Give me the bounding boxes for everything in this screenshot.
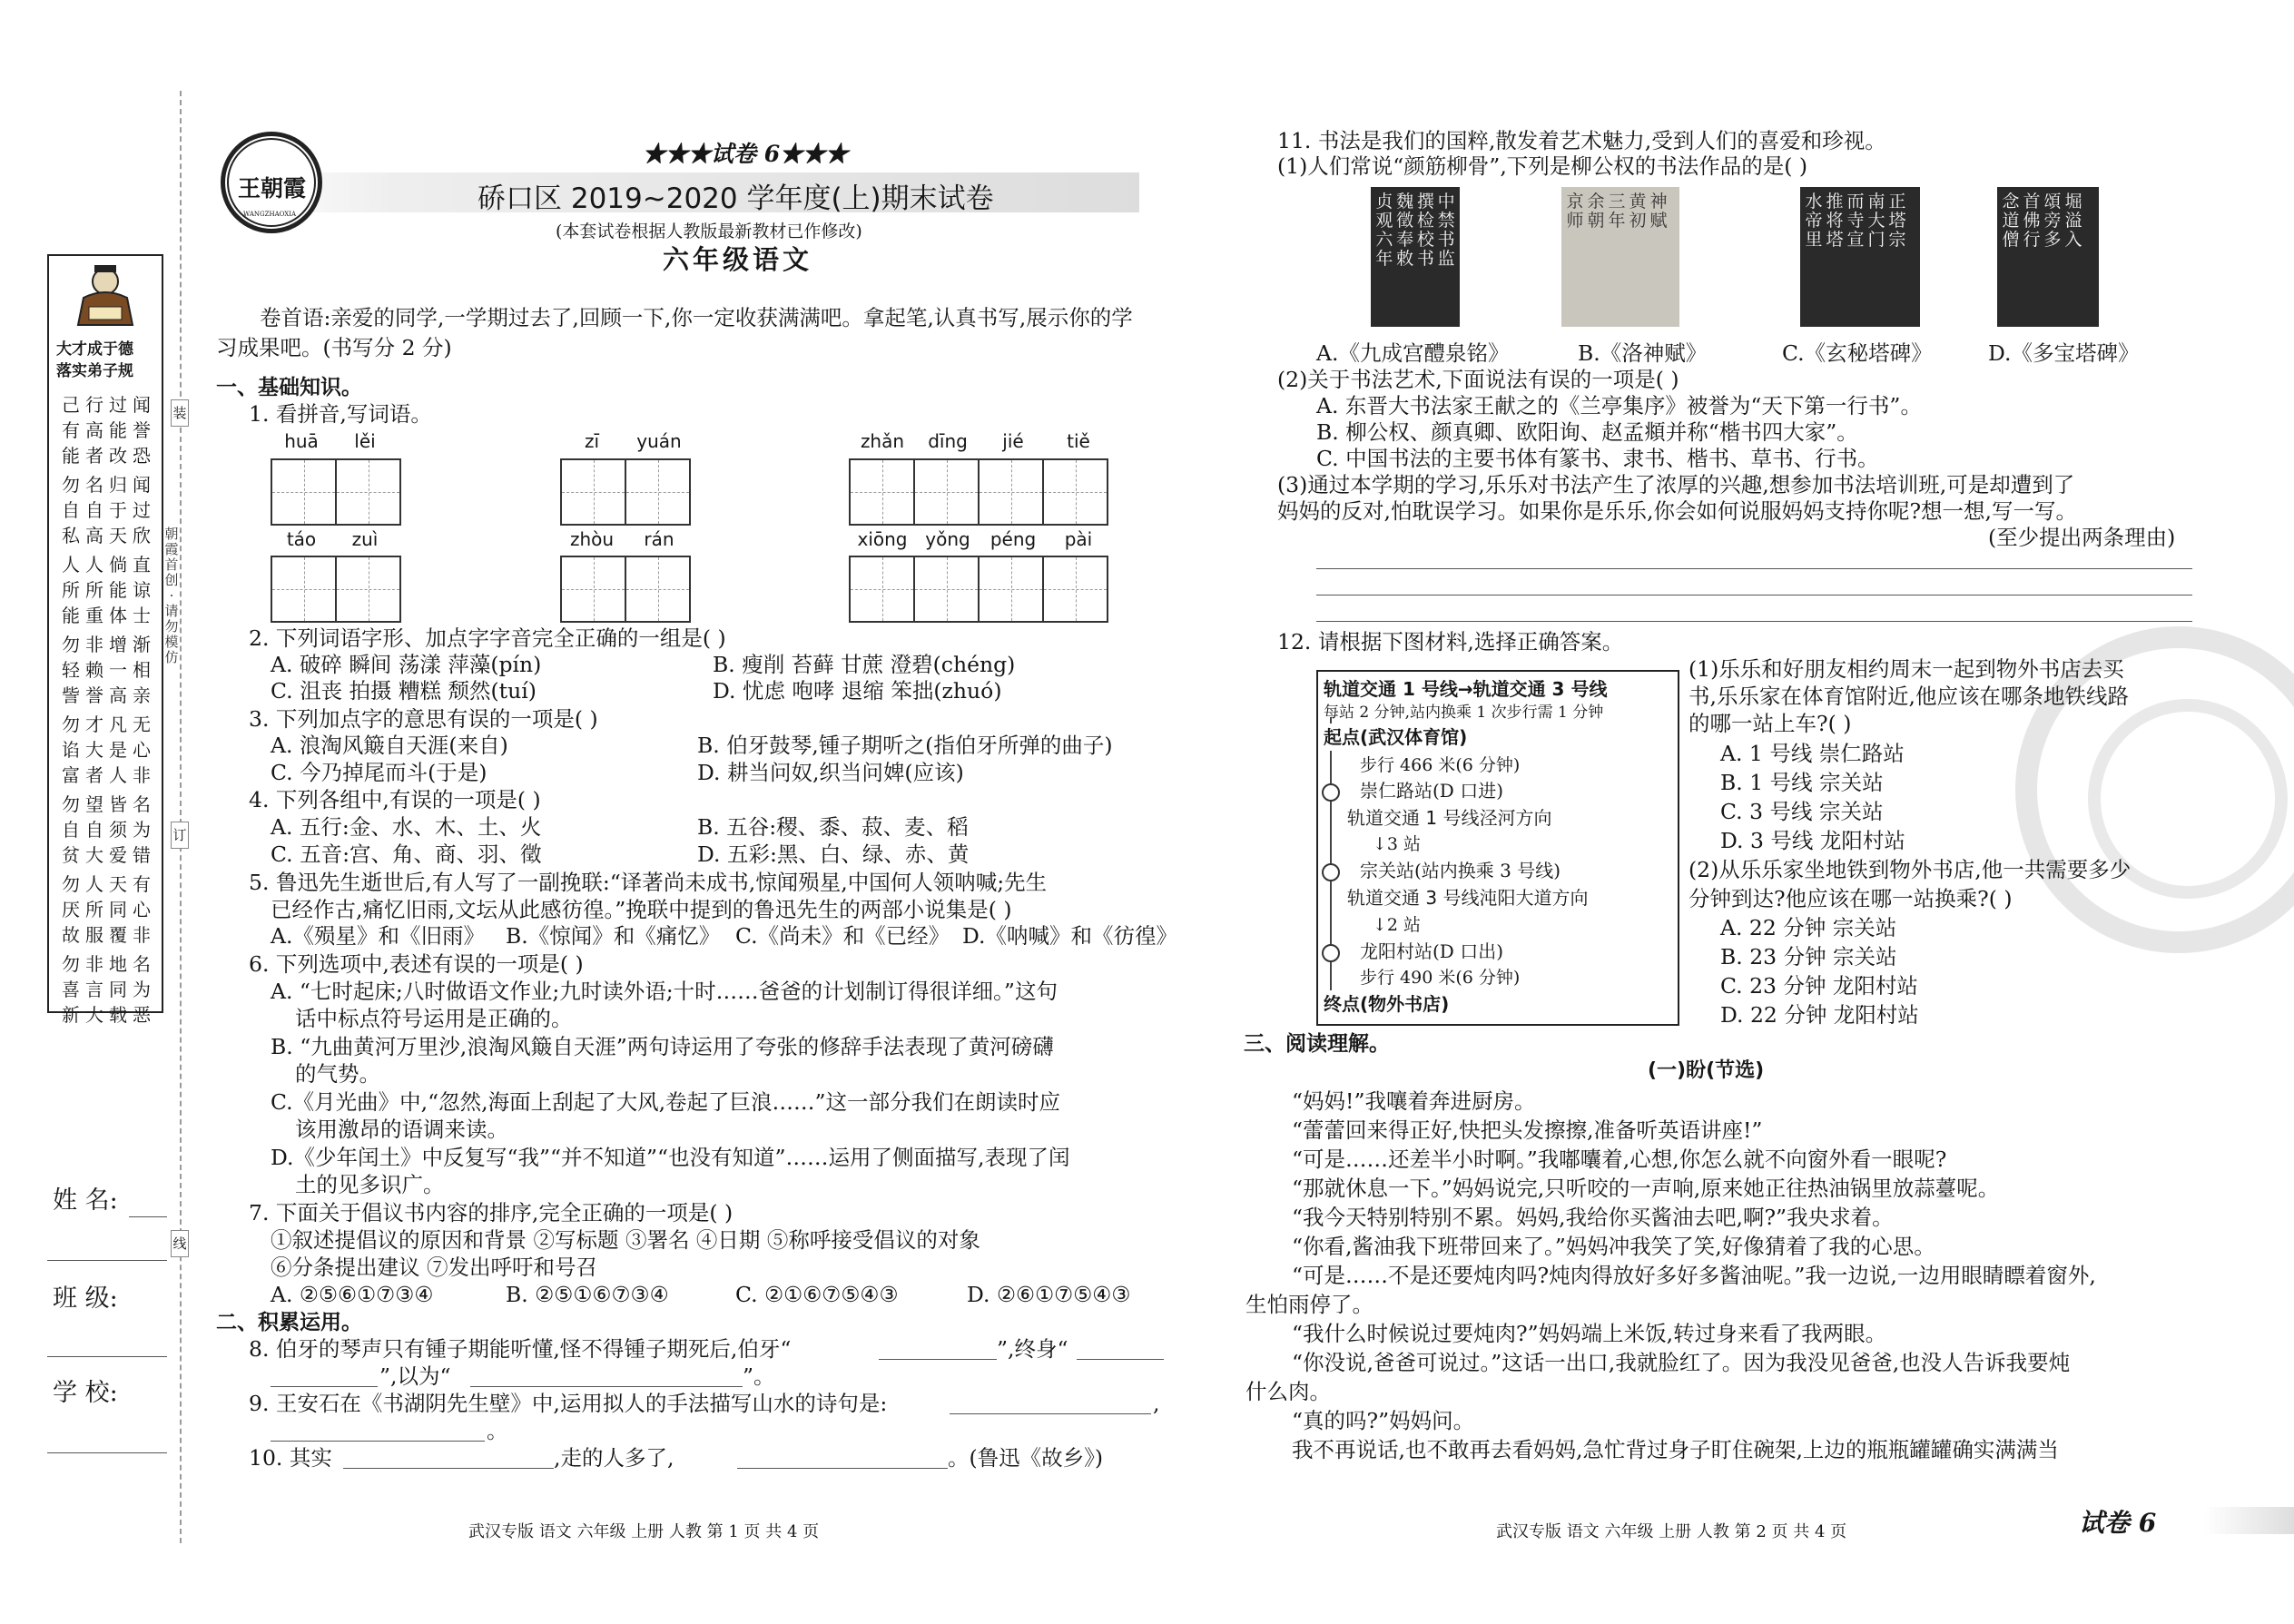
pinyin: tiě xyxy=(1067,430,1090,452)
calligraphy-col: 念道僧 xyxy=(2002,192,2020,250)
maxim-row: 勿望皆名 xyxy=(62,793,156,815)
calligraphy-col: 京师 xyxy=(1566,192,1584,231)
calligraphy-col: 南大门 xyxy=(1867,192,1885,250)
exam-title: 硚口区 2019~2020 学年度(上)期末试卷 xyxy=(478,182,994,215)
name-label: 姓 名: xyxy=(53,1186,118,1215)
calligraphy-sample-d xyxy=(1997,187,2099,327)
question-items: ⑥分条提出建议 ⑦发出呼吁和号召 xyxy=(271,1255,597,1280)
question-text: 6. 下列选项中,表述有误的一项是( ) xyxy=(249,951,584,977)
maxim-row: 訾誉高亲 xyxy=(62,684,156,706)
option-a[interactable]: A. 破碎 瞬间 荡漾 萍藻(pín) xyxy=(271,652,542,677)
option-c[interactable]: C.《玄秘塔碑》 xyxy=(1782,340,1933,366)
option-a[interactable]: A. 1 号线 崇仁路站 xyxy=(1720,741,1905,766)
metro-stops: ↓2 站 xyxy=(1373,915,1422,935)
calligraphy-sample-b xyxy=(1561,187,1679,327)
reading-paragraph: 什么肉。 xyxy=(1245,1379,1331,1404)
option-b[interactable]: B.《惊闻》和《痛忆》 xyxy=(506,923,721,949)
pinyin: pài xyxy=(1064,528,1093,550)
question-text: (1)人们常说“颜筋柳骨”,下列是柳公权的书法作品的是( ) xyxy=(1277,153,1808,179)
question-text: 。 xyxy=(487,1418,508,1443)
section-heading: 一、基础知识。 xyxy=(216,376,362,399)
writing-grid[interactable] xyxy=(849,458,1107,526)
calligraphy-col: 首佛行 xyxy=(2023,192,2041,250)
option-b[interactable]: B. 瘦削 苔藓 甘蔗 澄碧(chéng) xyxy=(713,652,1016,677)
section-heading: 三、阅读理解。 xyxy=(1244,1032,1390,1056)
metro-walk: 步行 466 米(6 分钟) xyxy=(1360,755,1521,775)
metro-route-map xyxy=(1316,670,1679,1026)
pinyin: xiōng xyxy=(857,528,908,550)
pinyin: rán xyxy=(644,528,674,550)
question-text: 12. 请根据下图材料,选择正确答案。 xyxy=(1277,629,1624,655)
name-field[interactable] xyxy=(129,1216,167,1217)
metro-note: 每站 2 分钟,站内换乘 1 次步行需 1 分钟 xyxy=(1324,704,1604,722)
maxim-row: 有高能誉 xyxy=(62,419,156,441)
pinyin: péng xyxy=(989,528,1037,550)
school-label: 学 校: xyxy=(53,1379,118,1407)
pinyin: zuì xyxy=(351,528,379,550)
maxim-row: 贫大爱错 xyxy=(62,844,156,866)
option-c[interactable]: C. ②①⑥⑦⑤④③ xyxy=(735,1282,899,1307)
question-text: (3)通过本学期的学习,乐乐对书法产生了浓厚的兴趣,想参加书法培训班,可是却遭到了 xyxy=(1277,472,2075,497)
writing-grid[interactable] xyxy=(560,556,689,623)
reading-paragraph: “可是……不是还要炖肉吗?炖肉得放好多好多酱油呢。”我一边说,一边用眼睛瞟着窗外, xyxy=(1292,1263,2096,1288)
option-b-cont: 的气势。 xyxy=(295,1061,380,1087)
option-b[interactable]: B. 五谷:稷、黍、菽、麦、稻 xyxy=(697,814,969,840)
maxim-columns xyxy=(49,390,162,1026)
option-b[interactable]: B. ②⑤①⑥⑦③④ xyxy=(506,1282,669,1307)
calligraphy-col: 中禁书监 xyxy=(1437,192,1455,269)
school-field[interactable] xyxy=(47,1452,167,1453)
calligraphy-col: 推将塔 xyxy=(1826,192,1844,250)
option-a[interactable]: A. 五行:金、水、木、土、火 xyxy=(271,814,542,840)
option-c[interactable]: C. 五音:宫、角、商、羽、徵 xyxy=(271,842,542,867)
calligraphy-col: 魏徵奉敕 xyxy=(1396,192,1414,269)
option-c[interactable]: C. 3 号线 宗关站 xyxy=(1720,799,1884,824)
logo-text: 王朝霞 xyxy=(238,175,307,202)
metro-end: 终点(物外书店) xyxy=(1324,990,1449,1018)
reading-paragraph: 我不再说话,也不敢再去看妈妈,急忙背过身子盯住碗架,上边的瓶瓶罐罐确实满满当 xyxy=(1292,1437,2059,1462)
metro-station: 崇仁路站(D 口进) xyxy=(1360,780,1503,802)
maxim-row: 所所能谅 xyxy=(62,579,156,601)
question-text: 2. 下列词语字形、加点字字音完全正确的一组是( ) xyxy=(249,625,726,651)
scholar-figure xyxy=(69,261,142,332)
option-b[interactable]: B. 1 号线 宗关站 xyxy=(1720,770,1884,795)
logo-subtext: WANGZHAOXIA xyxy=(243,211,297,218)
question-text: 10. 其实 xyxy=(249,1445,332,1471)
section-heading: 二、积累运用。 xyxy=(216,1311,362,1334)
writing-grid[interactable] xyxy=(271,458,399,526)
question-items: ①叙述提倡议的原因和背景 ②写标题 ③署名 ④日期 ⑤称呼接受倡议的对象 xyxy=(271,1227,980,1253)
reading-paragraph: “我今天特别特别不累。妈妈,我给你买酱油去吧,啊?”我央求着。 xyxy=(1292,1205,1894,1230)
option-b[interactable]: B. 柳公权、颜真卿、欧阳询、赵孟頫并称“楷书四大家”。 xyxy=(1316,419,1858,445)
maxim-row: 勿非地名 xyxy=(62,953,156,975)
reading-paragraph: “妈妈!”我嚷着奔进厨房。 xyxy=(1292,1088,1536,1114)
calligraphy-col: 堀溢入 xyxy=(2064,192,2082,250)
option-c[interactable]: C.《月光曲》中,“忽然,海面上刮起了大风,卷起了巨浪……”这一部分我们在朗读时应 xyxy=(271,1089,1061,1115)
question-text: 。(鲁迅《故乡》) xyxy=(948,1445,1104,1471)
maxim-row: 自自须为 xyxy=(62,819,156,841)
option-a[interactable]: A. ②⑤⑥①⑦③④ xyxy=(271,1282,434,1307)
edition-note: (本套试卷根据人教版最新教材已作修改) xyxy=(556,221,862,241)
question-text: 的哪一站上车?( ) xyxy=(1689,711,1852,736)
question-text: 1. 看拼音,写词语。 xyxy=(249,401,432,427)
question-text: 书,乐乐家在体育馆附近,他应该在哪条地铁线路 xyxy=(1689,684,2129,709)
option-d[interactable]: D. 耕当问奴,织当问婢(应该) xyxy=(697,760,964,785)
calligraphy-col: 贞观六年 xyxy=(1375,192,1393,269)
answer-blank[interactable] xyxy=(737,1468,948,1469)
bind-mark: 订 xyxy=(171,822,189,849)
answer-blank[interactable] xyxy=(271,1386,378,1387)
answer-blank[interactable] xyxy=(343,1468,554,1469)
option-b[interactable]: B. “九曲黄河万里沙,浪淘风簸自天涯”两句诗运用了夸张的修辞手法表现了黄河磅礴 xyxy=(271,1034,1054,1059)
subject-title: 六年级语文 xyxy=(663,244,813,275)
calligraphy-col: 正塔宗 xyxy=(1888,192,1906,250)
calligraphy-col: 三年 xyxy=(1608,192,1626,231)
metro-station: 龙阳村站(D 口出) xyxy=(1360,940,1503,962)
question-text: 已经作古,痛忆旧雨,文坛从此感彷徨。”挽联中提到的鲁迅先生的两部小说集是( ) xyxy=(271,897,1012,922)
metro-stops: ↓3 站 xyxy=(1373,834,1422,854)
answer-blank[interactable] xyxy=(271,1441,485,1442)
question-text: 7. 下面关于倡议书内容的排序,完全正确的一项是( ) xyxy=(249,1200,733,1225)
calligraphy-col: 余朝 xyxy=(1587,192,1605,231)
name-field[interactable] xyxy=(47,1260,167,1261)
motto-line: 落实弟子规 xyxy=(56,362,133,380)
question-text: 4. 下列各组中,有误的一项是( ) xyxy=(249,787,541,812)
maxims-box xyxy=(47,254,163,1026)
pinyin: yǒng xyxy=(925,528,970,550)
station-dot xyxy=(1322,944,1340,962)
option-c[interactable]: C. 沮丧 拍摄 糟糕 颓然(tuí) xyxy=(271,678,537,704)
option-d[interactable]: D. 忧虑 咆哮 退缩 笨拙(zhuó) xyxy=(713,678,1002,704)
reading-paragraph: “蕾蕾回来得正好,快把头发擦擦,准备听英语讲座!” xyxy=(1292,1117,1763,1143)
question-text: (2)关于书法艺术,下面说法有误的一项是( ) xyxy=(1277,367,1679,392)
pinyin: lěi xyxy=(354,430,376,452)
maxim-row: 轻赖一相 xyxy=(62,659,156,681)
writing-grid[interactable] xyxy=(849,556,1107,623)
option-b[interactable]: B. 伯牙鼓琴,锺子期听之(指伯牙所弹的曲子) xyxy=(697,733,1113,758)
metro-line: 轨道交通 3 号线沌阳大道方向 xyxy=(1347,887,1589,909)
option-a[interactable]: A.《殒星》和《旧雨》 xyxy=(271,923,485,949)
maxim-row: 人人倘直 xyxy=(62,554,156,576)
question-text: 3. 下列加点字的意思有误的一项是( ) xyxy=(249,706,598,732)
calligraphy-col: 頌旁多 xyxy=(2043,192,2062,250)
option-d[interactable]: D.《少年闰土》中反复写“我”“并不知道”“也没有知道”……运用了侧面描写,表现了闰 xyxy=(271,1145,1070,1170)
pinyin: táo xyxy=(286,528,317,550)
question-text: 5. 鲁迅先生逝世后,有人写了一副挽联:“译著尚未成书,惊闻殒星,中国何人领呐喊;先生 xyxy=(249,870,1048,895)
question-text: 8. 伯牙的琴声只有锺子期能听懂,怪不得锺子期死后,伯牙“ xyxy=(249,1336,792,1362)
bind-mark: 装 xyxy=(171,399,189,427)
pinyin: dīng xyxy=(928,430,968,452)
reading-paragraph: “你看,酱油我下班带回来了。”妈妈冲我笑了笑,好像猜着了我的心思。 xyxy=(1292,1234,1935,1259)
maxim-row: 勿名归闻 xyxy=(62,474,156,496)
question-text: 妈妈的反对,怕耽误学习。如果你是乐乐,你会如何说服妈妈支持你呢?想一想,写一写。 xyxy=(1277,498,2078,524)
station-dot xyxy=(1322,863,1340,881)
question-text: (1)乐乐和好朋友相约周末一起到物外书店去买 xyxy=(1689,656,2124,682)
reading-paragraph: “你没说,爸爸可说过。”这话一出口,我就脸红了。因为我没见爸爸,也没人告诉我要炖 xyxy=(1292,1350,2071,1375)
option-c[interactable]: C. 今乃掉尾而斗(于是) xyxy=(271,760,487,785)
reading-paragraph: “那就休息一下。”妈妈说完,只听咬的一声响,原来她正往热油锅里放蒜薹呢。 xyxy=(1292,1176,2000,1201)
reading-paragraph: 生怕雨停了。 xyxy=(1245,1292,1373,1317)
question-text: 分钟到达?他应该在哪一站换乘?( ) xyxy=(1689,886,2013,911)
reading-paragraph: “可是……还差半小时啊。”我嘟囔着,心想,你怎么就不向窗外看一眼呢? xyxy=(1292,1147,1947,1172)
answer-blank[interactable] xyxy=(879,1359,997,1360)
maxim-row: 能重体士 xyxy=(62,605,156,626)
maxim-row: 私高天欣 xyxy=(62,525,156,546)
pinyin: yuán xyxy=(636,430,682,452)
maxim-row: 己行过闻 xyxy=(62,394,156,416)
option-a[interactable]: A. 浪淘风簸自天涯(来自) xyxy=(271,733,508,758)
option-c[interactable]: C. 中国书法的主要书体有篆书、隶书、楷书、草书、行书。 xyxy=(1316,446,1879,471)
answer-blank[interactable] xyxy=(950,1413,1151,1414)
class-field[interactable] xyxy=(47,1356,167,1357)
maxim-row: 勿非增渐 xyxy=(62,634,156,655)
writing-grid[interactable] xyxy=(271,556,399,623)
question-text: ”,终身“ xyxy=(997,1336,1068,1362)
option-c[interactable]: C. 23 分钟 龙阳村站 xyxy=(1720,973,1918,999)
question-text: , xyxy=(1153,1391,1160,1416)
option-d[interactable]: D. 3 号线 龙阳村站 xyxy=(1720,828,1905,853)
metro-station: 宗关站(站内换乘 3 号线) xyxy=(1360,860,1561,881)
pinyin: zī xyxy=(584,430,600,452)
answer-blank[interactable] xyxy=(470,1386,743,1387)
maxim-row: 能者改恐 xyxy=(62,445,156,467)
answer-blank[interactable] xyxy=(1077,1359,1164,1360)
metro-start: 起点(武汉体育馆) xyxy=(1324,723,1467,751)
station-dot xyxy=(1322,783,1340,802)
calligraphy-sample-a xyxy=(1371,187,1460,327)
maxim-row: 喜言同为 xyxy=(62,979,156,1000)
option-c[interactable]: C.《尚未》和《已经》 xyxy=(735,923,950,949)
reading-paragraph: “真的吗?”妈妈问。 xyxy=(1292,1408,1475,1433)
option-c-cont: 该用激昂的语调来读。 xyxy=(295,1117,508,1142)
maxim-row: 勿才凡无 xyxy=(62,714,156,735)
pinyin: zhǎn xyxy=(860,430,905,452)
paper-badge: 试卷 6 xyxy=(2079,1508,2157,1538)
pinyin: zhòu xyxy=(569,528,615,550)
answer-line[interactable] xyxy=(1316,621,2192,622)
option-a[interactable]: A.《九成宫醴泉铭》 xyxy=(1316,340,1510,366)
option-b[interactable]: B. 23 分钟 宗关站 xyxy=(1720,944,1897,969)
paper-number: ★★★试卷 6★★★ xyxy=(643,141,849,167)
option-b[interactable]: B.《洛神赋》 xyxy=(1578,340,1708,366)
option-d[interactable]: D. ②⑥①⑦⑤④③ xyxy=(967,1282,1131,1307)
question-text: (至少提出两条理由) xyxy=(1988,525,2176,550)
metro-line: 轨道交通 1 号线泾河方向 xyxy=(1347,807,1552,829)
pinyin: huā xyxy=(284,430,319,452)
reading-title: (一)盼(节选) xyxy=(1648,1059,1765,1082)
motto-line: 大才成于德 xyxy=(56,340,133,359)
page-footer: 武汉专版 语文 六年级 上册 人教 第 1 页 共 4 页 xyxy=(468,1522,820,1541)
question-text: (2)从乐乐家坐地铁到物外书店,他一共需要多少 xyxy=(1689,857,2132,882)
option-d-cont: 土的见多识广。 xyxy=(295,1172,445,1197)
pinyin: jié xyxy=(1002,430,1024,452)
badge-stripe xyxy=(2204,1507,2294,1534)
option-a[interactable]: A. 东晋大书法家王献之的《兰亭集序》被誉为“天下第一行书”。 xyxy=(1316,393,1922,418)
vertical-notice: 朝霞首创·请勿模仿 xyxy=(164,526,179,665)
writing-grid[interactable] xyxy=(560,458,689,526)
question-text: 9. 王安石在《书湖阴先生壁》中,运用拟人的手法描写山水的诗句是: xyxy=(249,1391,888,1416)
metro-walk: 步行 490 米(6 分钟) xyxy=(1360,968,1521,988)
maxim-row: 新大载恶 xyxy=(62,1004,156,1026)
calligraphy-col: 神赋 xyxy=(1649,192,1668,231)
binding-line xyxy=(180,91,182,1543)
question-text: 11. 书法是我们的国粹,散发着艺术魅力,受到人们的喜爱和珍视。 xyxy=(1277,128,1886,153)
option-a-cont: 话中标点符号运用是正确的。 xyxy=(295,1006,573,1031)
calligraphy-col: 黄初 xyxy=(1629,192,1647,231)
maxim-row: 故服覆非 xyxy=(62,924,156,946)
maxim-row: 谄大是心 xyxy=(62,739,156,761)
option-d[interactable]: D.《呐喊》和《彷徨》 xyxy=(962,923,1177,949)
calligraphy-sample-c xyxy=(1800,187,1920,327)
option-a[interactable]: A. “七时起床;八时做语文作业;九时读外语;十时……爸爸的计划制订得很详细。”这句 xyxy=(271,979,1058,1004)
option-a[interactable]: A. 22 分钟 宗关站 xyxy=(1720,915,1897,940)
calligraphy-col: 撰检校书 xyxy=(1416,192,1434,269)
maxim-row: 富者人非 xyxy=(62,764,156,786)
maxim-row: 自自于过 xyxy=(62,499,156,521)
maxim-row: 厌所同心 xyxy=(62,899,156,920)
intro-text: 卷首语:亲爱的同学,一学期过去了,回顾一下,你一定收获满满吧。拿起笔,认真书写,展示你的学 xyxy=(260,305,1133,330)
option-d[interactable]: D. 五彩:黑、白、绿、赤、黄 xyxy=(697,842,970,867)
question-text: ,走的人多了, xyxy=(554,1445,674,1471)
option-d[interactable]: D. 22 分钟 龙阳村站 xyxy=(1720,1002,1919,1028)
page-footer: 武汉专版 语文 六年级 上册 人教 第 2 页 共 4 页 xyxy=(1496,1522,1847,1541)
answer-line[interactable] xyxy=(1316,568,2192,569)
calligraphy-col: 而寺宣 xyxy=(1846,192,1865,250)
question-text: ”。 xyxy=(743,1363,775,1389)
maxim-row: 勿人天有 xyxy=(62,873,156,895)
class-label: 班 级: xyxy=(53,1284,118,1313)
question-text: ”,以为“ xyxy=(379,1363,451,1389)
option-d[interactable]: D.《多宝塔碑》 xyxy=(1988,340,2140,366)
bind-mark: 线 xyxy=(171,1230,189,1257)
metro-title: 轨道交通 1 号线→轨道交通 3 号线 xyxy=(1324,678,1608,700)
calligraphy-col: 水帝里 xyxy=(1805,192,1823,250)
reading-paragraph: “我什么时候说过要炖肉?”妈妈端上米饭,转过身来看了我两眼。 xyxy=(1292,1321,1887,1346)
intro-text: 习成果吧。(书写分 2 分) xyxy=(216,335,452,360)
